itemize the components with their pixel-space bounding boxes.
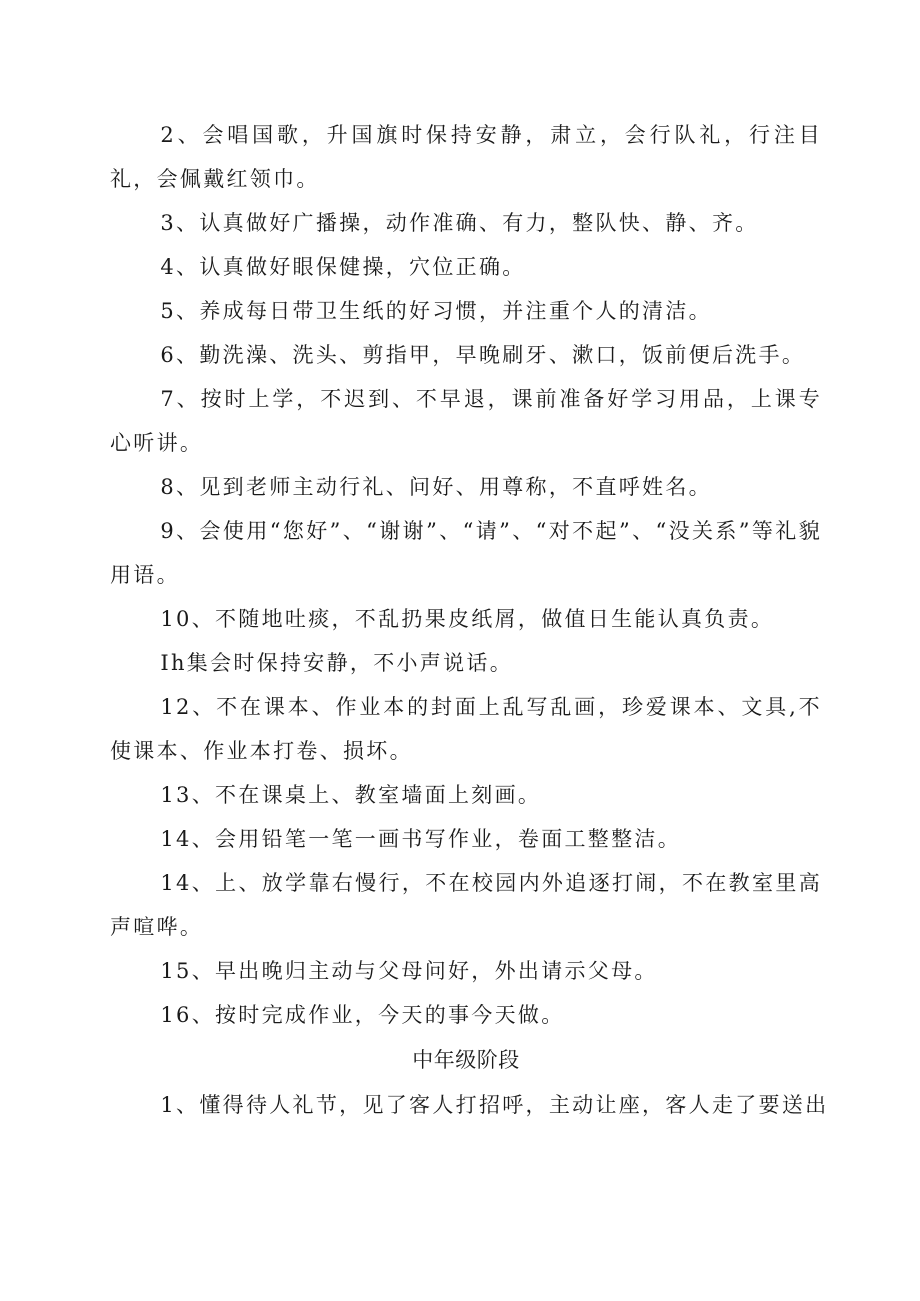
rule-paragraph: 8、见到老师主动行礼、问好、用尊称，不直呼姓名。 [160, 475, 712, 499]
rule-paragraph: 5、养成每日带卫生纸的好习惯，并注重个人的清洁。 [160, 299, 712, 323]
rule-paragraph: 1、懂得待人礼节，见了客人打招呼，主动让座，客人走了要送出 [160, 1093, 829, 1117]
rule-paragraph: 12、不在课本、作业本的封面上乱写乱画，珍爱课本、文具,不使课本、作业本打卷、损坏。 [110, 695, 822, 763]
rule-paragraph: 2、会唱国歌，升国旗时保持安静，肃立，会行队礼，行注目礼，会佩戴红领巾。 [110, 123, 822, 191]
rule-paragraph: 3、认真做好广播操，动作准确、有力，整队快、静、齐。 [160, 211, 759, 235]
rule-paragraph: 6、勤洗澡、洗头、剪指甲，早晚刷牙、漱口，饭前便后洗手。 [160, 343, 806, 367]
rule-paragraph: 14、会用铅笔一笔一画书写作业，卷面工整整洁。 [160, 827, 682, 851]
rule-paragraph: 15、早出晚归主动与父母问好，外出请示父母。 [160, 959, 658, 983]
rule-paragraph: 16、按时完成作业，今天的事今天做。 [160, 1003, 565, 1027]
rule-paragraph: 7、按时上学，不迟到、不早退，课前准备好学习用品，上课专心听讲。 [110, 387, 822, 455]
rule-paragraph: 13、不在课桌上、教室墙面上刻画。 [160, 783, 542, 807]
document-body [110, 113, 829, 1127]
rule-paragraph: 10、不随地吐痰，不乱扔果皮纸屑，做值日生能认真负责。 [160, 607, 775, 631]
section-heading: 中年级阶段 [412, 1048, 520, 1072]
rule-paragraph: 9、会使用“您好”、“谢谢”、“请”、“对不起”、“没关系”等礼貌用语。 [110, 519, 822, 587]
rule-paragraph: 14、上、放学靠右慢行，不在校园内外追逐打闹，不在教室里高声喧哗。 [110, 871, 822, 939]
rule-paragraph: 4、认真做好眼保健操，穴位正确。 [160, 255, 526, 279]
rule-paragraph: Ih集会时保持安静，不小声说话。 [160, 651, 514, 675]
